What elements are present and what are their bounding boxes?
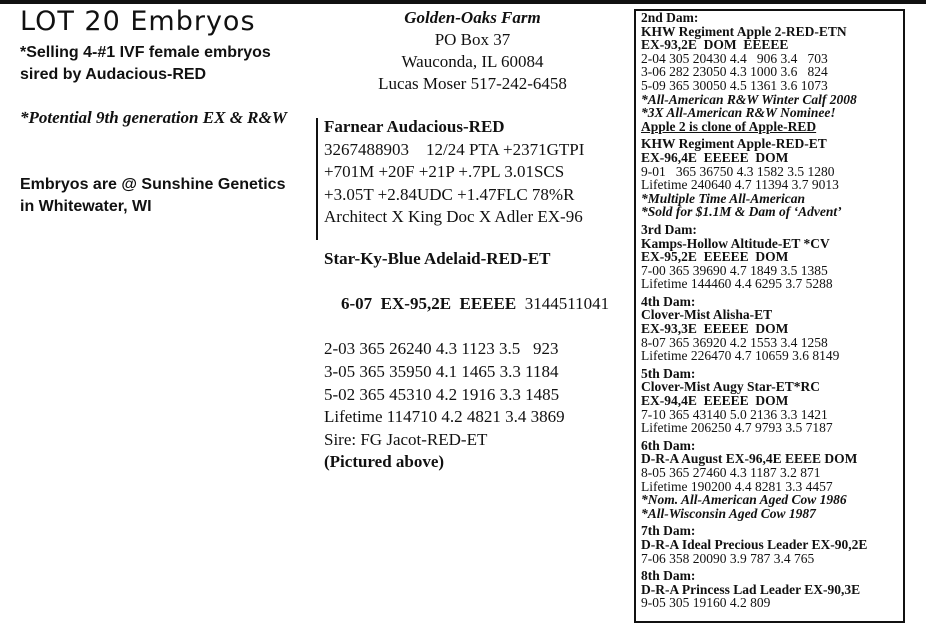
sixth-dam-record-1: 8-05 365 27460 4.3 1187 3.2 871 — [641, 465, 821, 480]
fourth-dam-name: Clover-Mist Alisha-ET — [641, 307, 773, 323]
eighth-dam-label: 8th Dam: — [641, 568, 696, 584]
eighth-dam-record-1: 9-05 305 19160 4.2 809 — [641, 595, 771, 611]
dam-registration: 3144511041 — [524, 294, 610, 314]
farm-name: Golden-Oaks Farm — [404, 8, 541, 27]
location-line-2: in Whitewater, WI — [20, 198, 152, 215]
farm-address-1: PO Box 37 — [434, 30, 511, 49]
second-dam-record-3: 5-09 365 30050 4.5 1361 3.6 1073 — [641, 77, 828, 93]
lot-title: LOT 20 Embryos — [20, 6, 256, 37]
seventh-dam-label: 7th Dam: — [641, 523, 696, 539]
second-dam-note-3: Apple 2 is clone of Apple-RED — [641, 118, 817, 134]
apple-block — [641, 137, 906, 219]
seventh-dam-block — [641, 524, 906, 565]
apple-name: KHW Regiment Apple-RED-ET — [641, 136, 827, 152]
third-dam-lifetime: Lifetime 144460 4.4 6295 3.7 5288 — [641, 276, 833, 292]
fourth-dam-label: 4th Dam: — [641, 293, 696, 309]
apple-note-1: *Multiple Time All-American — [641, 190, 805, 206]
fourth-dam-block — [641, 295, 906, 363]
third-dam-block — [641, 223, 906, 291]
location-line-1: Embryos are @ Sunshine Genetics — [20, 176, 286, 193]
second-dam-class: EX-93,2E DOM EEEEE — [641, 37, 789, 53]
third-dam-label: 3rd Dam: — [641, 221, 697, 237]
fourth-dam-record-1: 8-07 365 36920 4.2 1553 3.4 1258 — [641, 334, 828, 350]
selling-line-2: sired by Audacious-RED — [20, 66, 207, 83]
fourth-dam-lifetime: Lifetime 226470 4.7 10659 3.6 8149 — [641, 348, 840, 364]
sire-line-3: +3.05T +2.84UDC +1.47FLC 78%R — [324, 184, 575, 204]
dam-record-1: 2-03 365 26240 4.3 1123 3.5 923 — [324, 339, 559, 359]
dam-record-2: 3-05 365 35950 4.1 1465 3.3 1184 — [324, 361, 559, 381]
seventh-dam-name: D-R-A Ideal Precious Leader EX-90,2E — [641, 536, 868, 552]
sire-line-2: +701M +20F +21P +.7PL 3.01SCS — [324, 162, 565, 182]
farm-contact — [340, 7, 605, 95]
dam-record-3: 5-02 365 45310 4.2 1916 3.3 1485 — [324, 384, 560, 404]
dam-lifetime: Lifetime 114710 4.2 4821 3.4 3869 — [324, 407, 565, 427]
second-dam-block — [641, 11, 906, 133]
farm-address-2: Wauconda, IL 60084 — [401, 52, 544, 71]
pedigree-list — [641, 11, 906, 614]
selling-line-1: *Selling 4-#1 IVF female embryos — [20, 44, 271, 61]
second-dam-record-2: 3-06 282 23050 4.3 1000 3.6 824 — [641, 64, 828, 80]
second-dam-note-1: *All-American R&W Winter Calf 2008 — [641, 91, 857, 107]
apple-record-1: 9-01 365 36750 4.3 1582 3.5 1280 — [641, 163, 835, 179]
dam-info — [324, 248, 624, 474]
second-dam-name: KHW Regiment Apple 2-RED-ETN — [641, 23, 847, 39]
apple-note-2: *Sold for $1.1M & Dam of ‘Advent’ — [641, 204, 842, 220]
sire-divider — [316, 118, 318, 240]
sixth-dam-note-2: *All-Wisconsin Aged Cow 1987 — [641, 505, 816, 521]
farm-contact-phone: Lucas Moser 517-242-6458 — [378, 74, 567, 93]
eighth-dam-block — [641, 569, 906, 610]
sixth-dam-lifetime: Lifetime 190200 4.4 8281 3.3 4457 — [641, 478, 833, 494]
fifth-dam-name: Clover-Mist Augy Star-ET*RC — [641, 379, 820, 395]
sire-line-4: Architect X King Doc X Adler EX-96 — [324, 207, 583, 227]
eighth-dam-name: D-R-A Princess Lad Leader EX-90,3E — [641, 581, 861, 597]
potential-generation: *Potential 9th generation EX & R&W — [20, 108, 287, 127]
third-dam-name: Kamps-Hollow Altitude-ET *CV — [641, 235, 830, 251]
sixth-dam-label: 6th Dam: — [641, 437, 696, 453]
second-dam-record-1: 2-04 305 20430 4.4 906 3.4 703 — [641, 50, 828, 66]
fifth-dam-record-1: 7-10 365 43140 5.0 2136 3.3 1421 — [641, 406, 828, 422]
fifth-dam-lifetime: Lifetime 206250 4.7 9793 3.5 7187 — [641, 420, 833, 436]
fifth-dam-label: 5th Dam: — [641, 365, 696, 381]
embryo-location — [20, 174, 310, 218]
dam-pictured-note: (Pictured above) — [324, 452, 445, 472]
dam-classification-row — [324, 271, 624, 339]
sixth-dam-block — [641, 439, 906, 521]
second-dam-note-2: *3X All-American R&W Nominee! — [641, 105, 836, 121]
sire-line-1: 3267488903 12/24 PTA +2371GTPI — [324, 139, 585, 159]
fifth-dam-class: EX-94,4E EEEEE DOM — [641, 393, 789, 409]
sixth-dam-name: D-R-A August EX-96,4E EEEE DOM — [641, 451, 858, 467]
third-dam-class: EX-95,2E EEEEE DOM — [641, 249, 789, 265]
seventh-dam-record-1: 7-06 358 20090 3.9 787 3.4 765 — [641, 550, 815, 566]
selling-description — [20, 42, 310, 86]
sire-name: Farnear Audacious-RED — [324, 117, 505, 136]
fifth-dam-block — [641, 367, 906, 435]
dam-sire: Sire: FG Jacot-RED-ET — [324, 429, 488, 449]
fourth-dam-class: EX-93,3E EEEEE DOM — [641, 321, 789, 337]
dam-name: Star-Ky-Blue Adelaid-RED-ET — [324, 249, 551, 268]
top-rule — [0, 0, 926, 4]
sixth-dam-note-1: *Nom. All-American Aged Cow 1986 — [641, 492, 847, 508]
sire-info — [324, 116, 624, 229]
dam-classification: 6-07 EX-95,2E EEEEE — [341, 294, 517, 314]
third-dam-record-1: 7-00 365 39690 4.7 1849 3.5 1385 — [641, 262, 828, 278]
second-dam-label: 2nd Dam: — [641, 10, 699, 25]
apple-class: EX-96,4E EEEEE DOM — [641, 149, 789, 165]
apple-lifetime: Lifetime 240640 4.7 11394 3.7 9013 — [641, 177, 839, 193]
